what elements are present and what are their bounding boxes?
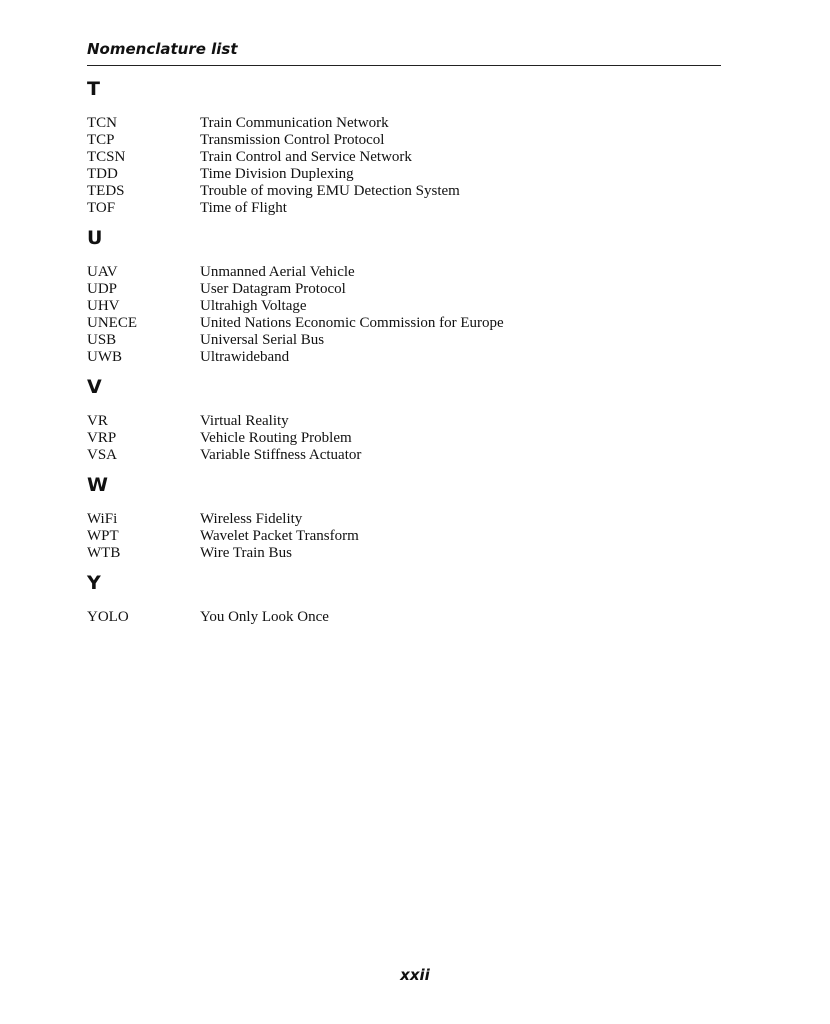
section-w	[87, 474, 721, 562]
abbreviation: VR	[87, 413, 108, 429]
definition: Virtual Reality	[200, 413, 289, 429]
definition: User Datagram Protocol	[200, 281, 346, 297]
abbreviation: UWB	[87, 349, 122, 365]
section-letter: W	[87, 474, 108, 496]
abbreviation: TCSN	[87, 149, 126, 165]
list-item	[87, 447, 721, 464]
definition: Train Communication Network	[200, 115, 389, 131]
abbreviation: VRP	[87, 430, 117, 446]
definition: Ultrawideband	[200, 349, 290, 365]
abbreviation: WiFi	[87, 511, 118, 527]
abbreviation: TOF	[87, 200, 116, 216]
definition: Time of Flight	[200, 200, 287, 216]
definition: Transmission Control Protocol	[200, 132, 385, 148]
list-item	[87, 264, 721, 281]
list-item	[87, 349, 721, 366]
list-item	[87, 132, 721, 149]
abbreviation: VSA	[87, 447, 118, 463]
section-letter: U	[87, 227, 103, 249]
definition: Wireless Fidelity	[200, 511, 303, 527]
definition: Variable Stiffness Actuator	[200, 447, 362, 463]
list-item	[87, 430, 721, 447]
abbreviation: USB	[87, 332, 117, 348]
abbreviation: TCN	[87, 115, 117, 131]
list-item	[87, 315, 721, 332]
list-item	[87, 332, 721, 349]
page-number: xxii	[400, 966, 430, 984]
definition: Universal Serial Bus	[200, 332, 325, 348]
abbreviation: TDD	[87, 166, 118, 182]
list-item	[87, 115, 721, 132]
definition: Ultrahigh Voltage	[200, 298, 307, 314]
list-item	[87, 298, 721, 315]
definition: Unmanned Aerial Vehicle	[200, 264, 355, 280]
abbreviation: UHV	[87, 298, 120, 314]
definition: Train Control and Service Network	[200, 149, 412, 165]
abbreviation: UNECE	[87, 315, 137, 331]
section-y	[87, 572, 721, 626]
list-item	[87, 609, 721, 626]
list-item	[87, 528, 721, 545]
abbreviation: TEDS	[87, 183, 125, 199]
section-letter: T	[87, 78, 100, 100]
definition: Trouble of moving EMU Detection System	[200, 183, 460, 199]
running-header	[87, 38, 721, 66]
abbreviation: WTB	[87, 545, 121, 561]
abbreviation: UDP	[87, 281, 118, 297]
section-letter: Y	[87, 572, 101, 594]
list-item	[87, 166, 721, 183]
nomenclature-list	[87, 78, 721, 626]
abbreviation: YOLO	[87, 609, 129, 625]
list-item	[87, 200, 721, 217]
list-item	[87, 545, 721, 562]
definition: Wavelet Packet Transform	[200, 528, 359, 544]
section-t	[87, 78, 721, 217]
definition: Time Division Duplexing	[200, 166, 354, 182]
abbreviation: UAV	[87, 264, 118, 280]
section-u	[87, 227, 721, 366]
definition: You Only Look Once	[200, 609, 329, 625]
list-item	[87, 183, 721, 200]
list-item	[87, 149, 721, 166]
section-letter: V	[87, 376, 102, 398]
abbreviation: TCP	[87, 132, 115, 148]
list-item	[87, 511, 721, 528]
section-v	[87, 376, 721, 464]
definition: United Nations Economic Commission for Europe	[200, 315, 504, 331]
list-item	[87, 413, 721, 430]
running-header-title: Nomenclature list	[87, 40, 238, 58]
abbreviation: WPT	[87, 528, 119, 544]
list-item	[87, 281, 721, 298]
definition: Vehicle Routing Problem	[200, 430, 352, 446]
definition: Wire Train Bus	[200, 545, 292, 561]
